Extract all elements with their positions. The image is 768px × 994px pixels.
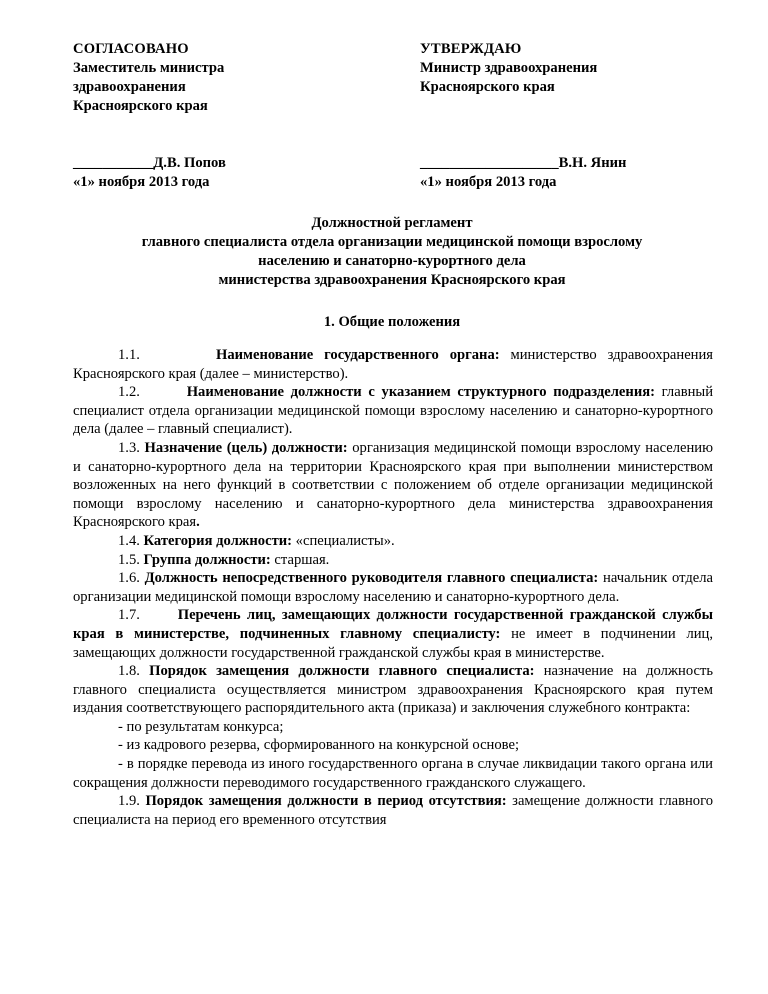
approved-position-line: Красноярского края (420, 79, 555, 95)
agreed-date: «1» ноября 2013 года (73, 174, 210, 190)
paragraph-1-6 (73, 569, 713, 606)
paragraph-1-2 (73, 383, 713, 439)
item-label: Должность непосредственного руководителя главного специалиста: (144, 570, 599, 587)
paragraph-1-4 (73, 532, 713, 551)
agreed-title: СОГЛАСОВАНО (73, 41, 189, 57)
agreed-position-line: Красноярского края (73, 98, 208, 114)
document-title (60, 214, 724, 290)
item-label: Назначение (цель) должности: (144, 439, 348, 456)
document-body (73, 346, 713, 829)
item-label: Порядок замещения должности главного специалиста: (149, 663, 535, 680)
paragraph-1-7 (73, 606, 713, 662)
document-title-line: главного специалиста отдела организации медицинской помощи взрослому (141, 234, 643, 250)
document-title-line: населению и санаторно-курортного дела (258, 253, 526, 269)
list-item: - в порядке перевода из иного государственного органа в случае ликвидации такого органа или сокращения должности переводимого государственного гражданского служащего. (73, 756, 713, 791)
item-tail: . (196, 514, 200, 531)
approval-block-agreed (73, 40, 373, 192)
approved-title: УТВЕРЖДАЮ (420, 41, 522, 57)
item-label: Наименование государственного органа: (215, 347, 500, 363)
item-text: главный специалист отдела организации медицинской помощи взрослому населению и санаторно-курортного дела (далее – главный специалист). (73, 384, 714, 438)
approved-position-line: Министр здравоохранения (420, 60, 598, 76)
item-number: 1.1. (118, 347, 140, 363)
item-number: 1.2. (118, 384, 140, 401)
item-text: старшая. (270, 551, 330, 568)
item-text: назначение на должность главного специалиста осуществляется министром здравоохранения Красноярского края путем издания соответствующего распорядительного акта (приказа) и заключения служебного контракта: (73, 663, 713, 717)
agreed-signature-line: ___________Д.В. Попов (73, 155, 226, 171)
item-number: 1.3. (118, 439, 140, 456)
item-number: 1.8. (118, 663, 140, 680)
item-number: 1.9. (118, 793, 140, 810)
item-number: 1.7. (118, 607, 140, 624)
agreed-position-line: Заместитель министра (73, 60, 225, 76)
approved-signature-line: ___________________В.Н. Янин (420, 155, 627, 171)
item-text: не имеет в подчинении лиц, замещающих должности государственной гражданской службы края в министерстве. (73, 625, 713, 661)
item-label: Группа должности: (143, 551, 271, 568)
agreed-position-line: здравоохранения (73, 79, 186, 95)
document-title-line: Должностной регламент (311, 215, 473, 231)
paragraph-1-3 (73, 439, 713, 532)
list-item: - по результатам конкурса; (118, 718, 284, 735)
approval-block-approved (420, 40, 720, 192)
item-number: 1.4. (118, 532, 140, 549)
paragraph-1-5 (73, 551, 713, 570)
item-label: Порядок замещения должности в период отсутствия: (145, 793, 507, 810)
paragraph-1-9 (73, 792, 713, 829)
item-label: Категория должности: (143, 532, 293, 549)
document-title-line: министерства здравоохранения Красноярского края (218, 272, 566, 288)
item-text: замещение должности главного специалиста на период его временного отсутствия (73, 793, 713, 828)
item-text: организация медицинской помощи взрослому населению и санаторно-курортного дела на территории Красноярского края при выполнении министерством возложенных на него функций в соответствии с положением об отделе организации медицинской помощи взрослому населению и санаторно-курортного дела министерства здравоохранения Красноярского края (73, 439, 713, 531)
item-text: министерство здравоохранения Красноярского края (далее – министерство). (73, 347, 714, 382)
item-number: 1.6. (118, 570, 140, 587)
item-number: 1.5. (118, 551, 140, 568)
paragraph-1-1 (73, 346, 713, 383)
paragraph-1-8 (73, 662, 713, 718)
section-heading: 1. Общие положения (323, 314, 461, 330)
list-item: - из кадрового резерва, сформированного на конкурсной основе; (118, 737, 519, 754)
approved-date: «1» ноября 2013 года (420, 174, 557, 190)
item-label: Наименование должности с указанием структурного подразделения: (186, 384, 655, 401)
item-label: Перечень лиц, замещающих должности государственной гражданской службы края в министерстве, подчиненных главному специалисту: (73, 607, 713, 642)
item-text: «специалисты». (292, 532, 395, 549)
item-text: начальник отдела организации медицинской помощи взрослому населению и санаторно-курортного дела. (73, 570, 713, 605)
